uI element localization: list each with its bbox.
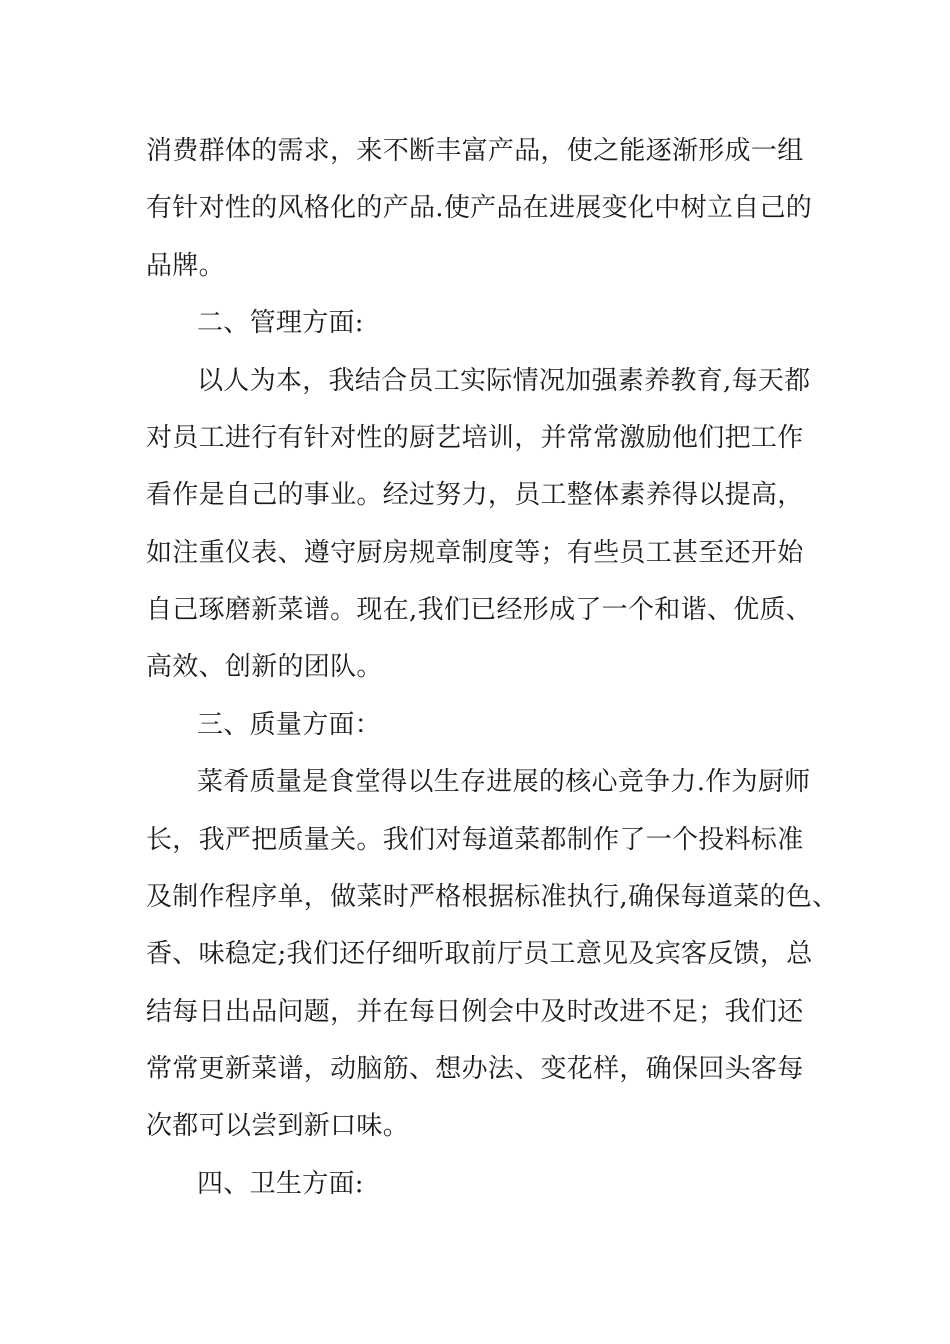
body-line: 如注重仪表、遵守厨房规章制度等；有些员工甚至还开始 (146, 538, 804, 568)
body-line: 次都可以尝到新口味。 (146, 1111, 410, 1141)
body-line: 自己琢磨新菜谱。现在,我们已经形成了一个和谐、优质、 (146, 595, 813, 625)
body-line: 高效、创新的团队。 (146, 652, 383, 682)
body-line: 结每日出品问题，并在每日例会中及时改进不足；我们还 (146, 997, 804, 1027)
body-line: 消费群体的需求，来不断丰富产品，使之能逐渐形成一组 (146, 136, 804, 166)
body-line: 有针对性的风格化的产品.使产品在进展变化中树立自己的 (146, 193, 813, 223)
body-line: 菜肴质量是食堂得以生存进展的核心竞争力.作为厨师 (197, 767, 811, 797)
body-line: 以人为本，我结合员工实际情况加强素养教育,每天都 (197, 366, 811, 396)
body-line: 及制作程序单，做菜时严格根据标准执行,确保每道菜的色、 (146, 882, 839, 912)
body-line: 品牌。 (146, 251, 225, 281)
body-line: 香、味稳定;我们还仔细听取前厅员工意见及宾客反馈，总 (146, 939, 813, 969)
body-line: 常常更新菜谱，动脑筋、想办法、变花样，确保回头客每 (146, 1054, 804, 1084)
section-heading-quality: 三、质量方面： (197, 710, 382, 740)
section-heading-management: 二、管理方面: (197, 308, 364, 338)
body-line: 长，我严把质量关。我们对每道菜都制作了一个投料标准 (146, 825, 804, 855)
body-line: 对员工进行有针对性的厨艺培训，并常常激励他们把工作 (146, 423, 804, 453)
body-line: 看作是自己的事业。经过努力，员工整体素养得以提高， (146, 480, 804, 510)
section-heading-hygiene: 四、卫生方面: (197, 1169, 364, 1199)
